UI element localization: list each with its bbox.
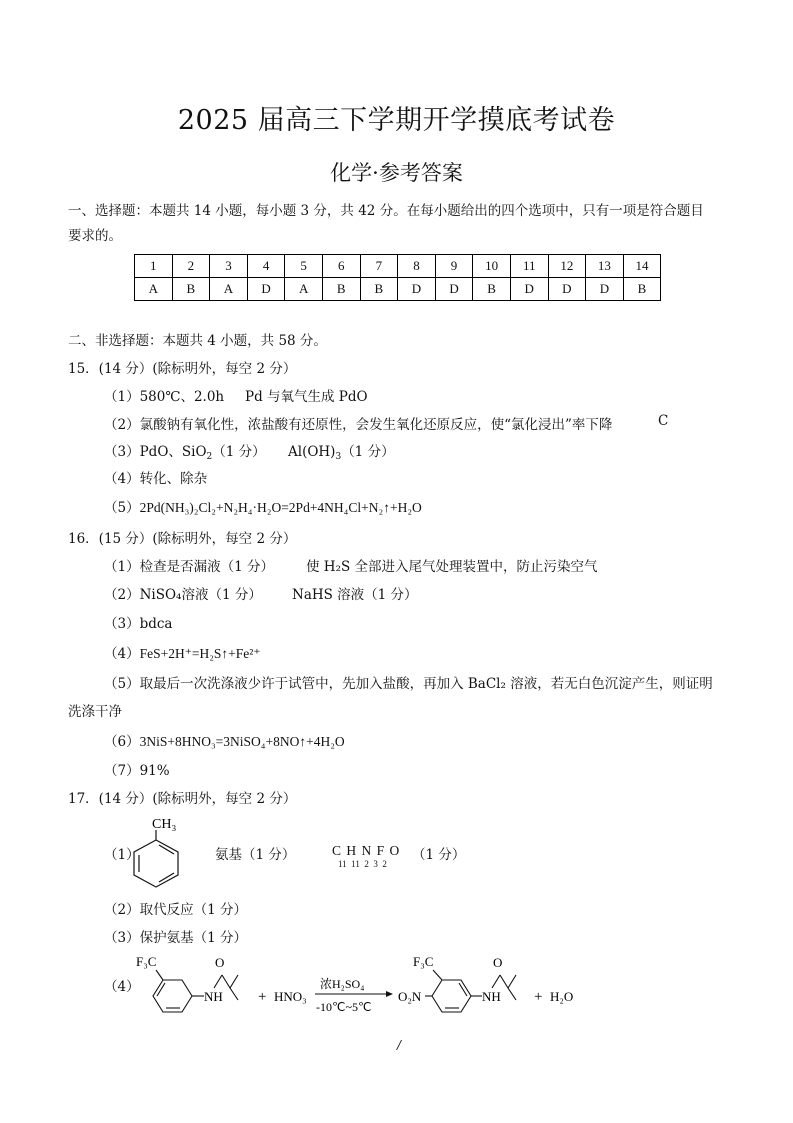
table-cell-answer: D [510,278,548,301]
q15-a3-suffix: （1 分） [212,444,266,460]
table-cell-number: 10 [473,255,511,278]
q15-a3-prefix: （3）PdO、SiO [104,444,207,460]
q15-answer-4: （4）转化、除杂 [104,471,208,487]
byproduct-water: H₂O [550,989,574,1004]
q15-answer-2-extra: C [658,413,669,429]
q15-a1-num: （1） [104,389,140,405]
q16-header: 16．(15 分）(除标明外，每空 2 分） [68,531,297,547]
bond [433,970,442,980]
q16-a6-num: （6） [104,734,140,750]
table-cell-answer: D [398,278,436,301]
table-cell-answer: B [473,278,511,301]
q16-a5-line1: （5）取最后一次洗涤液少许于试管中，先加入盐酸，再加入 BaCl₂ 溶液，若无白色沉淀产生，则证明 [104,676,713,692]
reagent-hno3: HNO₃ [274,989,307,1004]
bond [214,975,222,988]
methyl-label: CH₃ [152,817,177,832]
bond [500,975,508,988]
bond [230,975,238,988]
page-subtitle: 化学·参考答案 [330,161,463,185]
q16-answer-7: （7）91% [104,763,170,779]
q15-a1-part2: Pd 与氧气生成 PdO [245,389,368,405]
q17-answer-3: （3）保护氨基（1 分） [104,930,247,946]
q15-a3-part2: Al(OH) [288,444,336,460]
bond [222,975,230,988]
bond [156,970,163,980]
table-cell-answer: A [135,278,173,301]
reaction-scheme [130,948,600,1023]
table-cell-number: 13 [586,255,624,278]
table-cell-number: 5 [285,255,323,278]
bond [492,975,500,988]
q15-header: 15．(14 分）(除标明外，每空 2 分） [68,361,297,377]
bond [230,988,238,1000]
table-cell-number: 12 [548,255,586,278]
q16-a1-part2: 使 H₂S 全部进入尾气处理装置中，防止污染空气 [306,559,598,575]
q15-answer-3 [104,440,266,462]
q16-answer-6 [104,730,345,750]
table-cell-number: 4 [247,255,285,278]
q15-a3-sub: 2 [206,452,213,462]
q16-answer-3: （3）bdca [104,616,173,632]
q17-a4-num: （4） [104,979,140,995]
ring-double-bond [157,983,165,996]
bond [508,975,516,988]
table-cell-answer: B [360,278,398,301]
q16-a4-num: （4） [104,646,140,662]
q15-a1-part1: 580℃、2.0h [139,389,225,405]
q16-a5-line2: 洗涤干净 [68,704,122,720]
q17-a1-formula-subscripts: 11 11 2 3 2 [338,859,387,869]
table-cell-number: 1 [135,255,173,278]
ring-double-bond [459,983,467,996]
q16-a6-formula: 3NiS+8HNO₃=3NiSO₄+8NO↑+4H₂O [139,734,345,749]
table-cell-number: 6 [322,255,360,278]
table-cell-answer: D [586,278,624,301]
product-ring [432,980,471,1012]
table-cell-answer: B [322,278,360,301]
q16-a1-part1: （1）检查是否漏液（1 分） [104,559,274,575]
reactant-cf3: F₃C [136,954,157,969]
q16-a4-formula: FeS+2H⁺=H₂S↑+Fe²⁺ [139,646,261,661]
section1-intro-line1: 一、选择题：本题共 14 小题，每小题 3 分，共 42 分。在每小题给出的四个选项中，只有一项是符合题目 [68,203,704,219]
page-mark: / [397,1038,402,1052]
table-cell-answer: B [623,278,661,301]
q15-a5-num: （5） [104,500,140,516]
section2-intro: 二、非选择题：本题共 4 小题，共 58 分。 [68,333,327,349]
table-cell-answer: D [435,278,473,301]
toluene-structure [126,810,196,890]
plus-sign: + [258,989,267,1005]
table-cell-answer: B [172,278,210,301]
q15-answer-2: （2）氯酸钠有氧化性，浓盐酸有还原性，会发生氧化还原反应，使“氯化浸出”率下降 [104,417,613,433]
plus-sign: + [534,989,543,1005]
q16-a2-part2: NaHS 溶液（1 分） [292,587,418,603]
condition-bottom: -10℃~5℃ [316,1000,372,1014]
reactant-o: O [215,955,225,970]
answer-table-number-row [135,255,661,278]
reactant-nh: NH [204,989,223,1004]
q15-answer-1 [104,385,224,405]
table-cell-number: 14 [623,255,661,278]
bond [508,988,516,1000]
q15-answer-3-part2 [288,440,395,462]
arrow-head [386,991,393,997]
q15-a3-part2-sub: 3 [335,452,342,462]
product-nh: NH [482,989,501,1004]
product-no2: O₂N [398,989,422,1004]
q16-a2-part1: （2）NiSO₄溶液（1 分） [104,587,262,603]
q16-answer-4 [104,642,260,662]
section1-intro-line2: 要求的。 [68,228,122,244]
table-cell-number: 9 [435,255,473,278]
table-cell-number: 2 [172,255,210,278]
page-title: 2025 届高三下学期开学摸底考试卷 [177,105,616,136]
table-cell-answer: A [210,278,248,301]
q17-answer-2: （2）取代反应（1 分） [104,902,247,918]
answer-table-answer-row [135,278,661,301]
product-cf3: F₃C [413,954,434,969]
benzene-ring [134,840,178,887]
q17-a1-suffix: （1 分） [412,847,466,863]
q17-a1-formula: C H N F O [332,843,401,858]
table-cell-number: 8 [398,255,436,278]
table-cell-number: 3 [210,255,248,278]
condition-top: 浓H₂SO₄ [320,977,365,991]
table-cell-number: 11 [510,255,548,278]
table-cell-answer: D [247,278,285,301]
q15-a5-formula: 2Pd(NH₃)₂Cl₂+N₂H₄·H₂O=2Pd+4NH₄Cl+N₂↑+H₂O [139,500,422,515]
product-o: O [493,955,503,970]
q17-header: 17．(14 分）(除标明外，每空 2 分） [68,791,297,807]
q15-answer-5 [104,496,422,516]
answer-table [134,254,661,301]
q17-a1-part2: 氨基（1 分） [215,847,296,863]
q15-a3-part2-suffix: （1 分） [341,444,395,460]
table-cell-answer: A [285,278,323,301]
reactant-ring [153,980,192,1012]
table-cell-number: 7 [360,255,398,278]
q17-a1-num: （1） [104,847,140,863]
table-cell-answer: D [548,278,586,301]
